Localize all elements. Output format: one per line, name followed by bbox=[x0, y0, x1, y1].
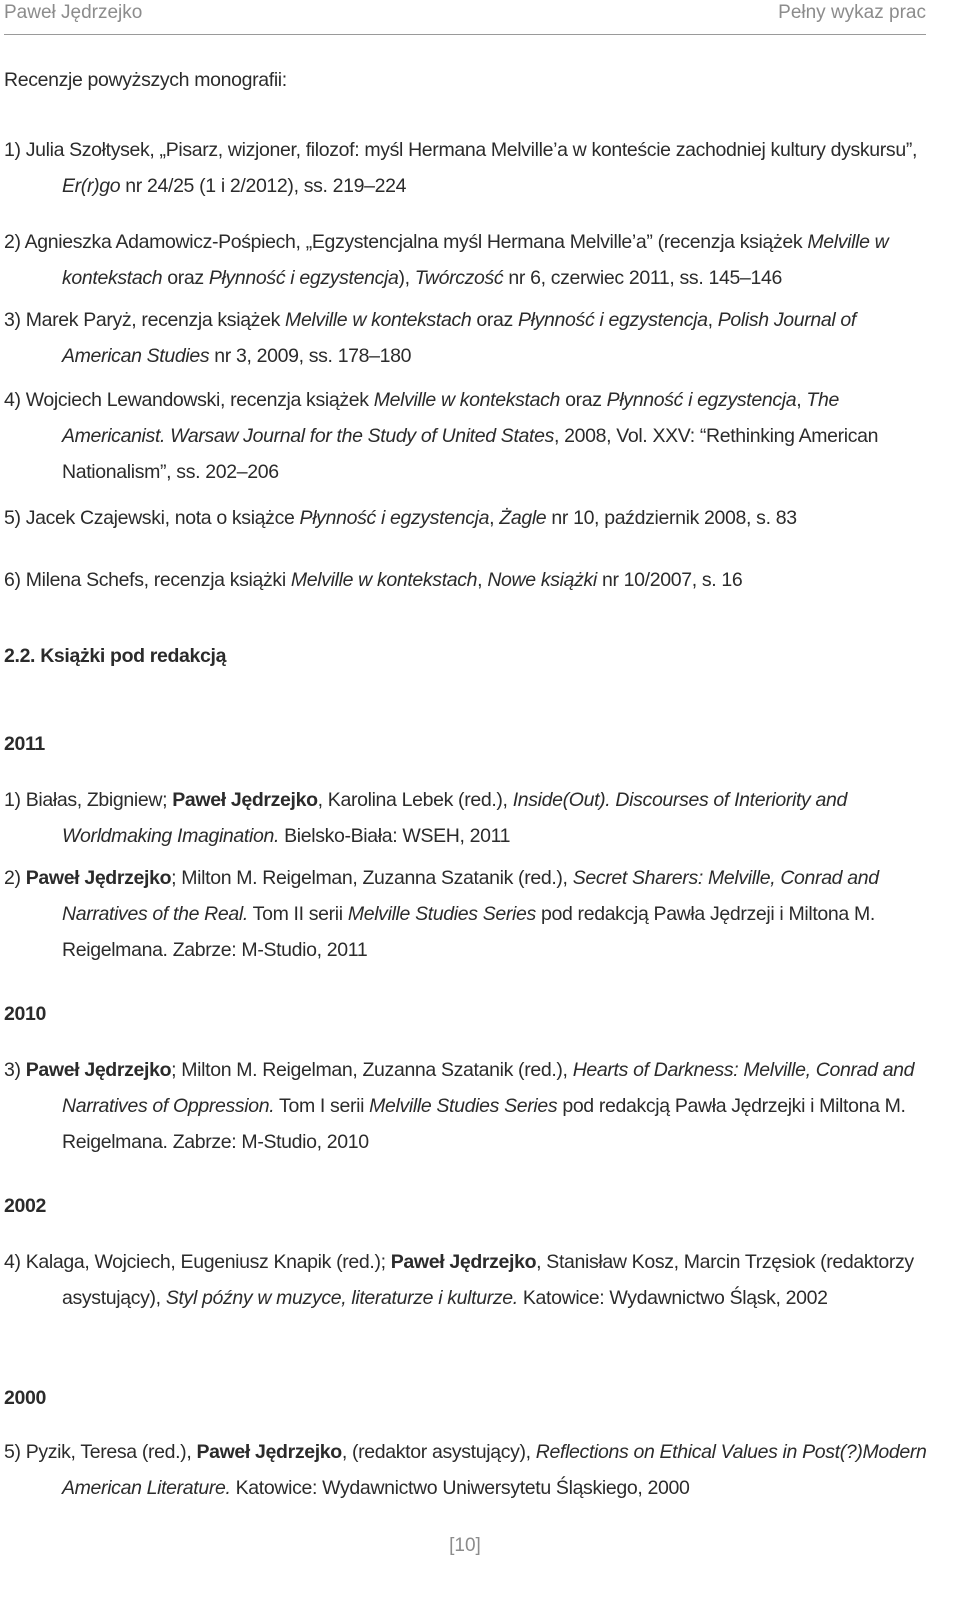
entry-author-highlight: Paweł Jędrzejko bbox=[390, 1251, 537, 1273]
review-connector: oraz bbox=[471, 309, 519, 331]
entry-publication: Tom I serii bbox=[274, 1095, 370, 1117]
review-details: nr 10, październik 2008, s. 83 bbox=[546, 507, 797, 529]
entry-title: Reflections on Ethical Values in Post(?)Modern American Literature. bbox=[62, 1441, 927, 1499]
review-text: 6) Milena Schefs, recenzja książki bbox=[4, 569, 291, 591]
entry-author-highlight: Paweł Jędrzejko bbox=[172, 789, 318, 811]
entry-editors: , (redaktor asystujący), bbox=[341, 1441, 536, 1463]
entry-author-highlight: Paweł Jędrzejko bbox=[25, 867, 172, 889]
review-entry-4 bbox=[4, 382, 928, 490]
edited-item bbox=[4, 1434, 928, 1506]
review-item bbox=[4, 302, 928, 374]
review-text: 4) Wojciech Lewandowski, recenzja książek bbox=[4, 389, 374, 411]
header-document-title: Pełny wykaz prac bbox=[778, 2, 926, 23]
review-entry-3 bbox=[4, 302, 928, 374]
reviews-section bbox=[4, 62, 928, 98]
review-book: Płynność i egzystencja bbox=[606, 389, 797, 411]
edited-entry-5 bbox=[4, 1434, 928, 1506]
header-rule bbox=[4, 34, 926, 35]
edited-entry-3 bbox=[4, 1052, 928, 1160]
year-group-2002 bbox=[4, 1188, 928, 1224]
review-details: nr 3, 2009, ss. 178–180 bbox=[209, 345, 412, 367]
entry-editors: 4) Kalaga, Wojciech, Eugeniusz Knapik (red.); bbox=[4, 1251, 391, 1273]
header-author: Paweł Jędrzejko bbox=[4, 2, 143, 23]
edited-entry-4 bbox=[4, 1244, 928, 1316]
edited-item bbox=[4, 860, 928, 968]
review-item bbox=[4, 132, 928, 204]
year-heading: 2000 bbox=[4, 1387, 46, 1409]
review-book: Melville w kontekstach bbox=[290, 569, 478, 591]
edited-item bbox=[4, 1052, 928, 1160]
review-details: nr 24/25 (1 i 2/2012), ss. 219–224 bbox=[120, 175, 407, 197]
entry-series: Melville Studies Series bbox=[347, 903, 536, 925]
year-heading: 2011 bbox=[4, 733, 45, 755]
review-book: Płynność i egzystencja bbox=[299, 507, 490, 529]
entry-title: Inside(Out). Discourses of Interiority and Worldmaking Imagination. bbox=[62, 789, 847, 847]
entry-publication: Katowice: Wydawnictwo Śląsk, 2002 bbox=[517, 1287, 828, 1309]
year-heading: 2010 bbox=[4, 1003, 46, 1025]
entry-author-highlight: Paweł Jędrzejko bbox=[196, 1441, 342, 1463]
review-item bbox=[4, 562, 928, 598]
review-book: Płynność i egzystencja bbox=[518, 309, 708, 331]
review-connector: oraz bbox=[162, 267, 209, 289]
entry-editors: ; Milton M. Reigelman, Zuzanna Szatanik (red.), bbox=[171, 867, 573, 889]
review-connector: , bbox=[489, 507, 500, 529]
review-journal: Er(r)go bbox=[62, 175, 121, 197]
review-book: Melville w kontekstach bbox=[373, 389, 560, 411]
entry-publication: pod redakcją Pawła Jędrzejki i Miltona M. Reigelmana. Zabrze: M-Studio, 2010 bbox=[62, 1095, 906, 1153]
review-entry-2 bbox=[4, 224, 928, 296]
entry-publication: Tom II serii bbox=[247, 903, 348, 925]
entry-editors: , Stanisław Kosz, Marcin Trzęsiok (redaktorzy asystujący), bbox=[62, 1251, 914, 1309]
year-heading: 2002 bbox=[4, 1195, 46, 1217]
review-details: nr 6, czerwiec 2011, ss. 145–146 bbox=[503, 267, 782, 289]
year-group-2000 bbox=[4, 1380, 928, 1416]
page-number: [10] bbox=[449, 1535, 481, 1556]
reviews-heading: Recenzje powyższych monografii: bbox=[4, 69, 287, 91]
edited-item bbox=[4, 1244, 928, 1316]
edited-books-section bbox=[4, 638, 928, 674]
section-heading: 2.2. Książki pod redakcją bbox=[4, 645, 227, 667]
entry-author-highlight: Paweł Jędrzejko bbox=[25, 1059, 172, 1081]
review-entry-1 bbox=[4, 132, 928, 204]
entry-editors: 5) Pyzik, Teresa (red.), bbox=[4, 1441, 197, 1463]
entry-editors: 3) bbox=[4, 1059, 26, 1081]
review-entry-6 bbox=[4, 562, 928, 598]
review-entry-5 bbox=[4, 500, 928, 536]
year-group-2011 bbox=[4, 726, 928, 762]
review-journal: Twórczość bbox=[414, 267, 504, 289]
review-text: 2) Agnieszka Adamowicz-Pośpiech, „Egzystencjalna myśl Hermana Melville’a” (recenzja książek bbox=[4, 231, 808, 253]
review-book: Płynność i egzystencja bbox=[208, 267, 399, 289]
review-text: 5) Jacek Czajewski, nota o książce bbox=[4, 507, 300, 529]
entry-title: Hearts of Darkness: Melville, Conrad and Narratives of Oppression. bbox=[62, 1059, 915, 1117]
entry-editors: , Karolina Lebek (red.), bbox=[317, 789, 513, 811]
review-item bbox=[4, 382, 928, 490]
running-header bbox=[4, 2, 926, 32]
review-text: 3) Marek Paryż, recenzja książek bbox=[4, 309, 286, 331]
review-journal: Nowe książki bbox=[487, 569, 597, 591]
review-connector: , bbox=[707, 309, 718, 331]
entry-series: Melville Studies Series bbox=[369, 1095, 558, 1117]
review-journal: Polish Journal of American Studies bbox=[62, 309, 856, 367]
entry-editors: 1) Białas, Zbigniew; bbox=[4, 789, 173, 811]
review-book: Melville w kontekstach bbox=[285, 309, 472, 331]
edited-item bbox=[4, 782, 928, 854]
review-connector: , bbox=[477, 569, 488, 591]
review-connector: oraz bbox=[560, 389, 607, 411]
review-details: , 2008, Vol. XXV: “Rethinking American Nationalism”, ss. 202–206 bbox=[62, 425, 879, 483]
review-details: nr 10/2007, s. 16 bbox=[596, 569, 743, 591]
entry-editors: 2) bbox=[4, 867, 26, 889]
edited-entry-2 bbox=[4, 860, 928, 968]
entry-publication: pod redakcją Pawła Jędrzeji i Miltona M. Reigelmana. Zabrze: M-Studio, 2011 bbox=[62, 903, 875, 961]
review-text: 1) Julia Szołtysek, „Pisarz, wizjoner, filozof: myśl Hermana Melville’a w konteście zachodniej kultury dyskursu”, bbox=[4, 139, 918, 161]
year-group-2010 bbox=[4, 996, 928, 1032]
review-connector: ), bbox=[398, 267, 415, 289]
review-book: Melville w kontekstach bbox=[62, 231, 889, 289]
entry-publication: Katowice: Wydawnictwo Uniwersytetu Śląskiego, 2000 bbox=[230, 1477, 690, 1499]
entry-editors: ; Milton M. Reigelman, Zuzanna Szatanik (red.), bbox=[171, 1059, 573, 1081]
entry-title: Secret Sharers: Melville, Conrad and Narratives of the Real. bbox=[62, 867, 879, 925]
review-journal: Żagle bbox=[499, 507, 547, 529]
entry-publication: Bielsko-Biała: WSEH, 2011 bbox=[279, 825, 511, 847]
review-item bbox=[4, 224, 928, 296]
review-connector: , bbox=[796, 389, 807, 411]
review-journal: The Americanist. Warsaw Journal for the Study of United States bbox=[62, 389, 839, 447]
entry-title: Styl późny w muzyce, literaturze i kulturze. bbox=[165, 1287, 518, 1309]
review-item bbox=[4, 500, 928, 536]
edited-entry-1 bbox=[4, 782, 928, 854]
